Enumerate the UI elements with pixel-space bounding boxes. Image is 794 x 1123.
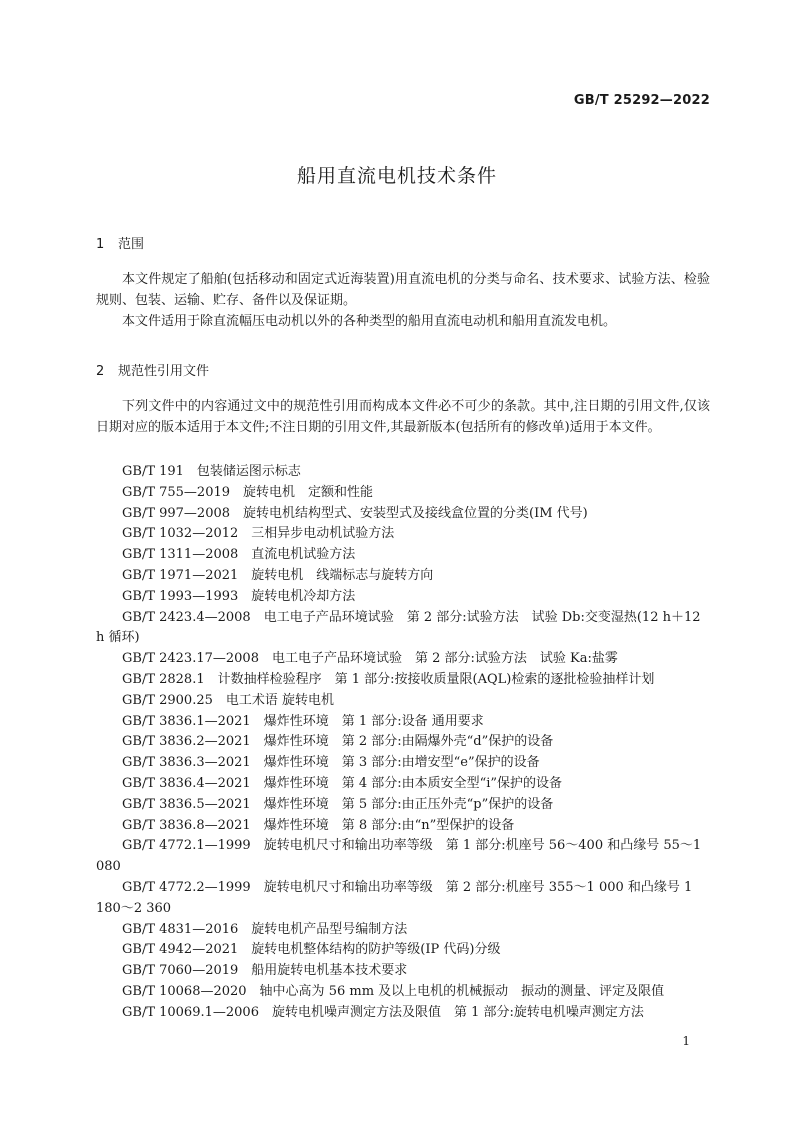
reference-item: GB/T 755—2019 旋转电机 定额和性能 xyxy=(122,484,374,500)
reference-item: GB/T 7060—2019 船用旋转电机基本技术要求 xyxy=(122,963,408,979)
reference-item: GB/T 1311—2008 直流电机试验方法 xyxy=(122,547,356,563)
reference-list xyxy=(96,462,710,1024)
reference-item: GB/T 4772.2—1999 旋转电机尺寸和输出功率等级 第 2 部分:机座号 355～1 000 和凸缘号 1 180～2 360 xyxy=(96,879,697,916)
reference-item: GB/T 4772.1—1999 旋转电机尺寸和输出功率等级 第 1 部分:机座号 56～400 和凸缘号 55～1 080 xyxy=(96,838,706,875)
section-2-number: 2 xyxy=(96,364,105,379)
reference-item: GB/T 2423.4—2008 电工电子产品环境试验 第 2 部分:试验方法 试验 Db:交变湿热(12 h＋12 h 循环) xyxy=(96,609,705,646)
section-1-title: 范围 xyxy=(118,237,145,252)
reference-item: GB/T 3836.2—2021 爆炸性环境 第 2 部分:由隔爆外壳“d”保护的设备 xyxy=(122,734,554,750)
reference-item: GB/T 3836.8—2021 爆炸性环境 第 8 部分:由“n”型保护的设备 xyxy=(122,817,515,833)
reference-item: GB/T 2900.25 电工术语 旋转电机 xyxy=(122,692,335,708)
section-2-title: 规范性引用文件 xyxy=(118,364,210,379)
reference-item: GB/T 2828.1 计数抽样检验程序 第 1 部分:按接收质量限(AQL)检索的逐批检验抽样计划 xyxy=(122,671,655,687)
reference-item: GB/T 3836.4—2021 爆炸性环境 第 4 部分:由本质安全型“i”保护的设备 xyxy=(122,775,563,791)
section-1-paragraph-2: 本文件适用于除直流幅压电动机以外的各种类型的船用直流电动机和船用直流发电机。 xyxy=(122,314,617,329)
section-1-paragraph-1: 本文件规定了船舶(包括移动和固定式近海装置)用直流电机的分类与命名、技术要求、试验方法、检验规则、包装、运输、贮存、备件以及保证期。 xyxy=(96,272,710,308)
reference-item: GB/T 1971—2021 旋转电机 线端标志与旋转方向 xyxy=(122,567,434,583)
reference-item: GB/T 4831—2016 旋转电机产品型号编制方法 xyxy=(122,921,408,937)
reference-item: GB/T 3836.3—2021 爆炸性环境 第 3 部分:由增安型“e”保护的设备 xyxy=(122,755,540,771)
reference-item: GB/T 10069.1—2006 旋转电机噪声测定方法及限值 第 1 部分:旋转电机噪声测定方法 xyxy=(122,1004,644,1020)
section-1-number: 1 xyxy=(96,237,105,252)
page-number: 1 xyxy=(682,1034,690,1048)
reference-item: GB/T 191 包装储运图示标志 xyxy=(122,464,301,479)
reference-item: GB/T 10068—2020 轴中心高为 56 mm 及以上电机的机械振动 振动的测量、评定及限值 xyxy=(122,983,665,999)
standard-number: GB/T 25292—2022 xyxy=(573,93,710,108)
reference-item: GB/T 2423.17—2008 电工电子产品环境试验 第 2 部分:试验方法 试验 Ka:盐雾 xyxy=(122,651,618,667)
reference-item: GB/T 997—2008 旋转电机结构型式、安装型式及接线盒位置的分类(IM 代号) xyxy=(122,505,588,521)
reference-item: GB/T 1032—2012 三相异步电动机试验方法 xyxy=(122,526,395,542)
document-title: 船用直流电机技术条件 xyxy=(296,165,497,187)
reference-item: GB/T 4942—2021 旋转电机整体结构的防护等级(IP 代码)分级 xyxy=(122,942,501,958)
section-1-heading xyxy=(96,233,144,252)
reference-item: GB/T 1993—1993 旋转电机冷却方法 xyxy=(122,588,356,604)
section-2-intro: 下列文件中的内容通过文中的规范性引用而构成本文件必不可少的条款。其中,注日期的引用文件,仅该日期对应的版本适用于本文件;不注日期的引用文件,其最新版本(包括所有的修改单)适用于本文件。 xyxy=(96,399,710,435)
reference-item: GB/T 3836.1—2021 爆炸性环境 第 1 部分:设备 通用要求 xyxy=(122,713,484,729)
section-2-heading xyxy=(96,360,209,379)
reference-item: GB/T 3836.5—2021 爆炸性环境 第 5 部分:由正压外壳“p”保护的设备 xyxy=(122,796,554,812)
